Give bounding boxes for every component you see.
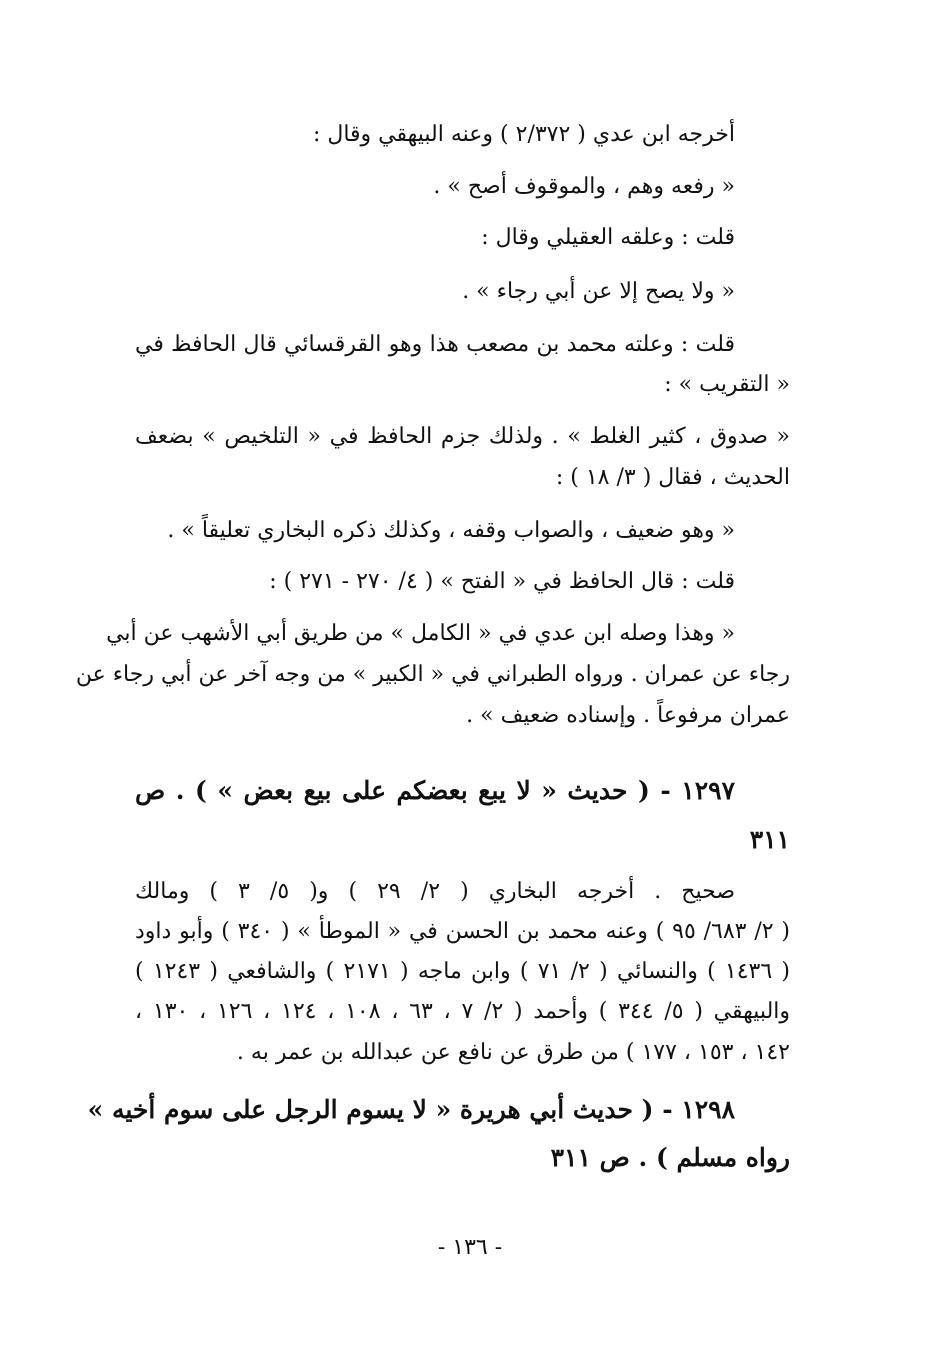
text-line-4: « ولا يصح إلا عن أبي رجاء » .: [462, 279, 735, 304]
text-line-5: قلت : وعلته محمد بن مصعب هذا وهو القرقسائي قال الحافظ في: [135, 332, 735, 357]
text-line-9: « وهو ضعيف ، والصواب وقفه ، وكذلك ذكره البخاري تعليقاً » .: [167, 518, 735, 543]
text-line-8: الحديث ، فقال ( ٣/ ١٨ ) :: [555, 465, 790, 490]
hadith-1297-page-ref: ٣١١: [749, 825, 790, 854]
text-line-17: ( ٢/ ٦٨٣/ ٩٥ ) وعنه محمد بن الحسن في « الموطأ » ( ٣٤٠ ) وأبو داود: [135, 919, 791, 944]
text-line-3: قلت : وعلقه العقيلي وقال :: [481, 225, 735, 250]
text-line-10: قلت : قال الحافظ في « الفتح » ( ٤/ ٢٧٠ - ٢٧١ ) :: [269, 569, 735, 594]
text-line-7: « صدوق ، كثير الغلط » . ولذلك جزم الحافظ في « التلخيص » بضعف: [135, 424, 790, 449]
text-line-11: « وهذا وصله ابن عدي في « الكامل » من طريق أبي الأشهب عن أبي: [106, 621, 735, 646]
text-line-20: ١٤٢ ، ١٥٣ ، ١٧٧ ) من طرق عن نافع عن عبدالله بن عمر به .: [236, 1040, 790, 1065]
page-number: - ١٣٦ -: [437, 1235, 503, 1260]
text-line-12: رجاء عن عمران . ورواه الطبراني في « الكبير » من وجه آخر عن أبي رجاء عن: [75, 662, 790, 687]
text-line-6: « التقريب » :: [664, 372, 790, 397]
hadith-1297-heading: ١٢٩٧ - ( حديث « لا يبع بعضكم على بيع بعض » ) . ص: [135, 776, 735, 805]
text-line-19: والبيهقي ( ٥/ ٣٤٤ ) وأحمد ( ٢/ ٧ ، ٦٣ ، ١٠٨ ، ١٢٤ ، ١٢٦ ، ١٣٠ ،: [135, 999, 791, 1024]
text-line-13: عمران مرفوعاً . وإسناده ضعيف » .: [466, 703, 790, 728]
hadith-1298-heading: ١٢٩٨ - ( حديث أبي هريرة « لا يسوم الرجل على سوم أخيه »: [87, 1095, 735, 1124]
hadith-1298-continuation: رواه مسلم ) . ص ٣١١: [550, 1143, 790, 1172]
text-line-1: أخرجه ابن عدي ( ٢/٣٧٢ ) وعنه البيهقي وقال :: [312, 122, 735, 147]
text-line-2: « رفعه وهم ، والموقوف أصح » .: [433, 174, 735, 199]
text-line-18: ( ١٤٣٦ ) والنسائي ( ٢/ ٧١ ) وابن ماجه ( ٢١٧١ ) والشافعي ( ١٢٤٣ ): [135, 959, 791, 984]
text-line-16: صحيح . أخرجه البخاري ( ٢/ ٢٩ ) و( ٥/ ٣ ) ومالك: [135, 879, 736, 904]
